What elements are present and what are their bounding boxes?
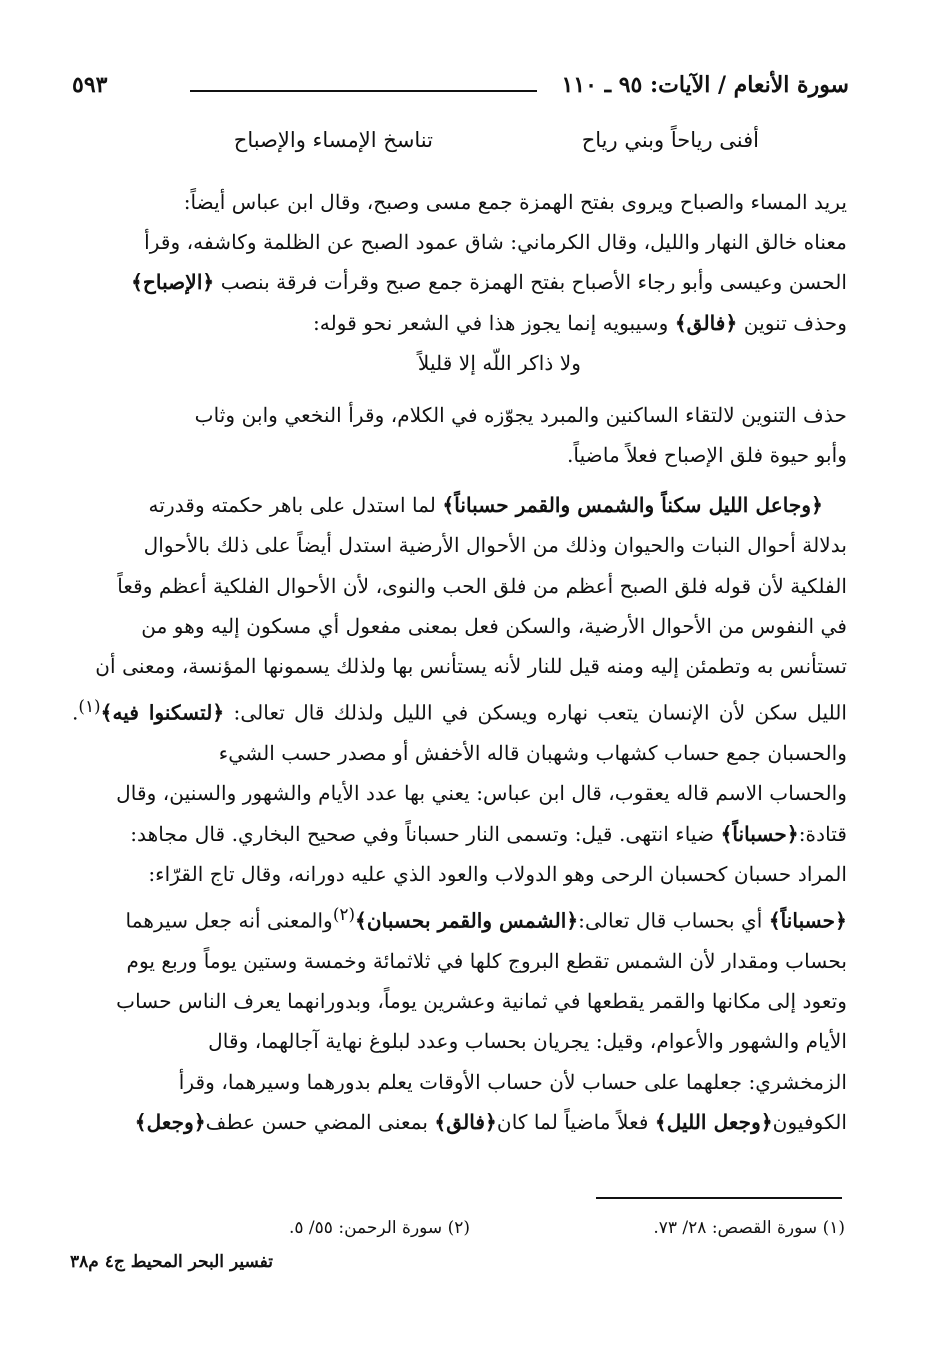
verse-hemistich-right: أفنى رياحاً وبني رياح xyxy=(581,128,759,152)
verse-hemistich-left: تناسخ الإمساء والإصباح xyxy=(233,128,433,152)
paragraph-3 xyxy=(72,485,847,1142)
footnote-marker[interactable]: (٢) xyxy=(332,903,356,924)
text-line: وتعود إلى مكانها والقمر يقطعها في ثمانية وعشرين يوماً، وبدورانهما يعرف الناس حساب xyxy=(116,989,847,1014)
surah-title: سورة الأنعام / الآيات: ٩٥ ـ ١١٠ xyxy=(561,72,849,98)
text-line: حذف التنوين لالتقاء الساكنين والمبرد يجوّزه في الكلام، وقرأ النخعي وابن وثاب xyxy=(194,402,847,427)
text-run: الليل سكن لأن الإنسان يتعب نهاره ويسكن في الليل ولذلك قال تعالى: xyxy=(233,700,848,725)
text-line: والحساب الاسم قاله يعقوب، قال ابن عباس: يعني بها عدد الأيام والشهور والسنين، وقال xyxy=(116,781,847,806)
quran-quote: ﴿الإصباح﴾ xyxy=(131,270,215,295)
quran-quote: ﴿الشمس والقمر بحسبان﴾ xyxy=(355,908,579,933)
quran-quote: ﴿حسباناً﴾ xyxy=(720,821,799,846)
verse-hemistich: ولا ذاكر اللّه إلا قليلاً xyxy=(417,350,582,375)
text-run: وحذف تنوين xyxy=(743,310,847,335)
poetry-verse-2 xyxy=(72,343,847,383)
text-line xyxy=(72,485,847,525)
paragraph-2 xyxy=(72,395,847,475)
quran-quote: ﴿فالق﴾ xyxy=(434,1109,497,1134)
running-header xyxy=(72,68,849,108)
text-line: الفلكية لأن قوله فلق الصبح أعظم من فلق الحب والنوى، لأن الأحوال الفلكية أعظم وقعاً xyxy=(117,573,847,598)
text-run: . والحسبان جمع حساب كشهاب وشهبان قاله الأخفش أو مصدر حسب الشيء xyxy=(72,700,847,766)
text-line: في النفوس من الأحوال الأرضية، والسكن فعل بمعنى مفعول أي مسكون إليه وهو من xyxy=(141,613,847,638)
quran-quote: ﴿حسباناً﴾ xyxy=(768,908,847,933)
header-rule xyxy=(190,90,537,92)
footnote-1: (١) سورة القصص: ٢٨/ ٧٣. xyxy=(653,1218,845,1238)
text-line: وأبو حيوة فلق الإصباح فعلاً ماضياً. xyxy=(567,443,847,468)
text-line: الزمخشري: جعلهما على حساب لأن حساب الأوقات يعلم بدورهما وسيرهما، وقرأ xyxy=(178,1069,847,1094)
text-run: فعلاً ماضياً لما كان xyxy=(496,1109,649,1134)
text-run: الكوفيون xyxy=(772,1109,847,1134)
text-run: ضياء انتهى. قيل: وتسمى النار حسباناً وفي صحيح البخاري. قال مجاهد: xyxy=(130,821,715,846)
quran-quote: ﴿وجعل الليل﴾ xyxy=(654,1109,773,1134)
footnote-marker[interactable]: (١) xyxy=(78,696,101,717)
text-run: الحسن وعيسى وأبو رجاء الأصباح بفتح الهمزة جمع صبح وقرأت فرقة بنصب xyxy=(220,270,847,295)
quran-quote: ﴿فالق﴾ xyxy=(674,310,738,335)
text-line xyxy=(72,894,847,941)
text-run: وسيبويه إنما يجوز هذا في الشعر نحو قوله: xyxy=(312,310,669,335)
signature-footer: تفسير البحر المحيط ج٤ م٣٨ xyxy=(70,1252,273,1272)
quran-quote: ﴿لتسكنوا فيه﴾ xyxy=(100,700,225,725)
text-run: أي بحساب قال تعالى: xyxy=(578,908,763,933)
page-number: ٥٩٣ xyxy=(72,72,108,98)
footnotes xyxy=(240,1218,845,1248)
text-line xyxy=(72,1102,847,1142)
paragraph-1 xyxy=(72,182,847,343)
text-line: بدلالة أحوال النبات والحيوان وذلك من الأحوال الأرضية استدل أيضاً على ذلك بالأحوال xyxy=(143,533,847,558)
text-run: بمعنى المضي حسن عطف xyxy=(205,1109,428,1134)
text-line xyxy=(72,262,847,302)
main-text xyxy=(72,182,847,1142)
text-line xyxy=(72,686,847,773)
text-run: والمعنى أنه جعل سيرهما xyxy=(125,908,333,933)
text-line: بحساب ومقدار لأن الشمس تقطع البروج كلها في ثلاثمائة وخمسة وستين يوماً وربع يوم xyxy=(126,948,847,973)
quran-quote: ﴿وجعل﴾ xyxy=(134,1109,206,1134)
text-line: يريد المساء والصباح ويروى بفتح الهمزة جمع مسى وصبح، وقال ابن عباس أيضاً: xyxy=(183,190,847,214)
text-line xyxy=(72,303,847,343)
text-line: المراد حسبان كحسبان الرحى وهو الدولاب والعود الذي عليه دورانه، وقال تاج القرّاء: xyxy=(148,861,847,886)
footnote-rule xyxy=(596,1197,842,1199)
text-line: الأيام والشهور والأعوام، وقيل: يجريان بحساب وعدد لبلوغ نهاية آجالهما، وقال xyxy=(208,1029,847,1054)
quran-quote: ﴿وجاعل الليل سكناً والشمس والقمر حسباناً﴾ xyxy=(442,493,823,518)
text-line: معناه خالق النهار والليل، وقال الكرماني: شاق عمود الصبح عن الظلمة وكاشفه، وقرأ xyxy=(144,230,847,255)
text-line: تستأنس به وتطمئن إليه ومنه قيل للنار لأنه يستأنس بها ولذلك يسمونها المؤنسة، ومعنى أن xyxy=(95,654,847,679)
footnote-2: (٢) سورة الرحمن: ٥٥/ ٥. xyxy=(288,1218,470,1238)
text-run: لما استدل على باهر حكمته وقدرته xyxy=(148,493,436,518)
text-line xyxy=(72,814,847,854)
text-run: قتادة: xyxy=(798,821,847,846)
